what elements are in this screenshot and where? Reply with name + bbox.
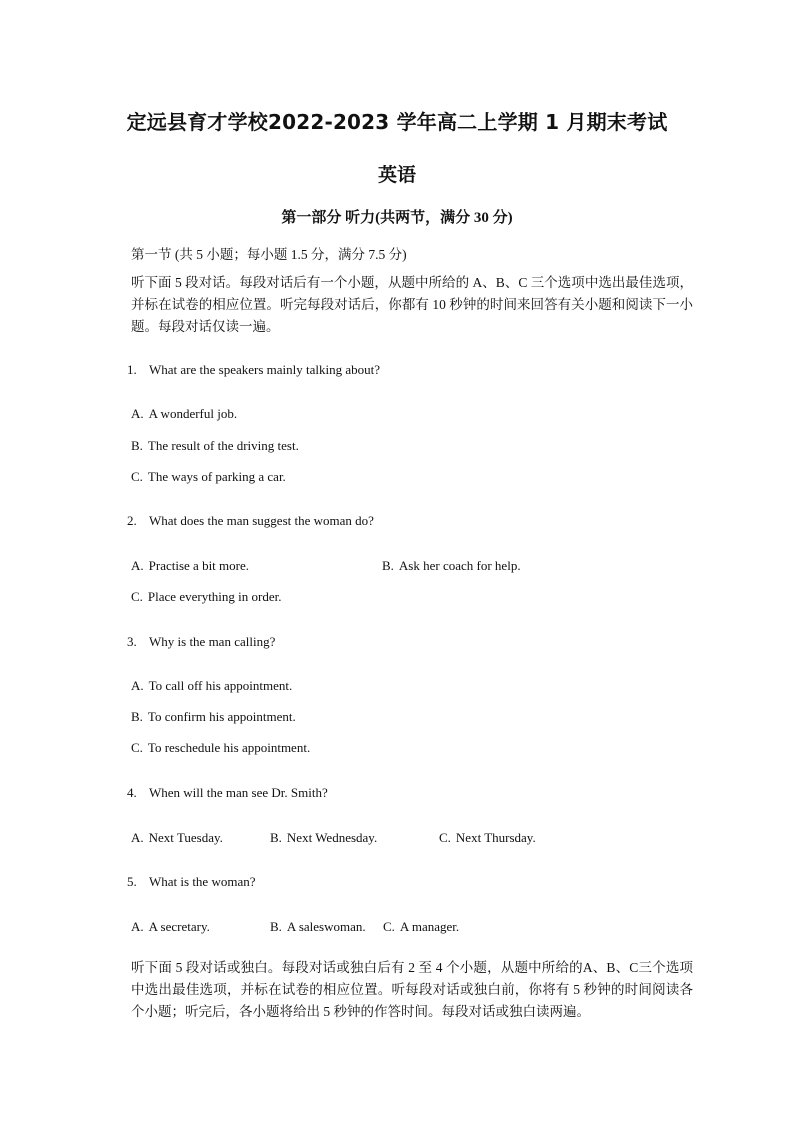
option-letter: B. xyxy=(131,709,143,724)
option-3b xyxy=(131,709,296,725)
question-number: 5. xyxy=(127,874,137,889)
subject-title: 英语 xyxy=(377,164,416,186)
option-text: Place everything in order. xyxy=(147,589,282,604)
option-text: The result of the driving test. xyxy=(147,438,299,453)
option-text: A manager. xyxy=(399,919,460,934)
question-1 xyxy=(127,362,380,378)
option-4a xyxy=(131,830,223,846)
option-letter: A. xyxy=(131,830,144,845)
option-letter: A. xyxy=(131,558,144,573)
option-5c xyxy=(383,919,459,935)
option-text: To reschedule his appointment. xyxy=(147,740,311,755)
question-number: 2. xyxy=(127,513,137,528)
option-text: Next Thursday. xyxy=(455,830,536,845)
option-2c xyxy=(131,589,282,605)
option-text: A wonderful job. xyxy=(148,406,238,421)
question-number: 3. xyxy=(127,634,137,649)
section2-instructions: 听下面 5 段对话或独白。每段对话或独白后有 2 至 4 个小题，从题中所给的A、B、C三个选项中选出最佳选项，并标在试卷的相应位置。听每段对话或独白前，你将有 5 秒钟的时间阅读各个小题；听完后，各小题将给出 5 秒钟的作答时间。每段对话或独白读两遍。 xyxy=(131,960,693,1019)
option-letter: A. xyxy=(131,919,144,934)
option-3c xyxy=(131,740,310,756)
option-2b xyxy=(382,558,521,574)
option-text: Practise a bit more. xyxy=(148,558,249,573)
option-1b xyxy=(131,438,299,454)
question-2 xyxy=(127,513,374,529)
option-text: Next Wednesday. xyxy=(286,830,378,845)
question-5 xyxy=(127,874,256,890)
question-3 xyxy=(127,634,275,650)
option-text: A secretary. xyxy=(148,919,210,934)
option-5a xyxy=(131,919,210,935)
option-text: To confirm his appointment. xyxy=(147,709,296,724)
option-letter: C. xyxy=(439,830,451,845)
option-1c xyxy=(131,469,286,485)
option-letter: B. xyxy=(382,558,394,573)
option-letter: C. xyxy=(383,919,395,934)
option-text: To call off his appointment. xyxy=(148,678,293,693)
option-text: The ways of parking a car. xyxy=(147,469,286,484)
option-letter: C. xyxy=(131,740,143,755)
part-heading: 第一部分 听力(共两节，满分 30 分) xyxy=(281,210,513,226)
option-5b xyxy=(270,919,366,935)
option-letter: A. xyxy=(131,678,144,693)
question-stem: When will the man see Dr. Smith? xyxy=(149,785,328,800)
section1-instructions: 听下面 5 段对话。每段对话后有一个小题，从题中所给的 A、B、C 三个选项中选出最佳选项，并标在试卷的相应位置。听完每段对话后，你都有 10 秒钟的时间来回答有关小题和阅读下一小题。每段对话仅读一遍。 xyxy=(131,275,693,334)
option-letter: A. xyxy=(131,406,144,421)
option-letter: C. xyxy=(131,589,143,604)
question-stem: Why is the man calling? xyxy=(149,634,276,649)
question-number: 4. xyxy=(127,785,137,800)
option-1a xyxy=(131,406,237,422)
option-4b xyxy=(270,830,377,846)
option-4c xyxy=(439,830,536,846)
option-text: Ask her coach for help. xyxy=(398,558,521,573)
option-letter: C. xyxy=(131,469,143,484)
exam-title: 定远县育才学校2022-2023 学年高二上学期 1 月期末考试 xyxy=(126,110,668,134)
question-stem: What is the woman? xyxy=(149,874,256,889)
option-letter: B. xyxy=(270,919,282,934)
question-4 xyxy=(127,785,328,801)
section1-heading: 第一节 (共 5 小题；每小题 1.5 分，满分 7.5 分) xyxy=(131,247,407,262)
option-letter: B. xyxy=(270,830,282,845)
option-text: A saleswoman. xyxy=(286,919,366,934)
option-text: Next Tuesday. xyxy=(148,830,223,845)
question-number: 1. xyxy=(127,362,137,377)
option-letter: B. xyxy=(131,438,143,453)
option-2a xyxy=(131,558,249,574)
option-3a xyxy=(131,678,292,694)
question-stem: What are the speakers mainly talking about? xyxy=(149,362,381,377)
question-stem: What does the man suggest the woman do? xyxy=(149,513,374,528)
